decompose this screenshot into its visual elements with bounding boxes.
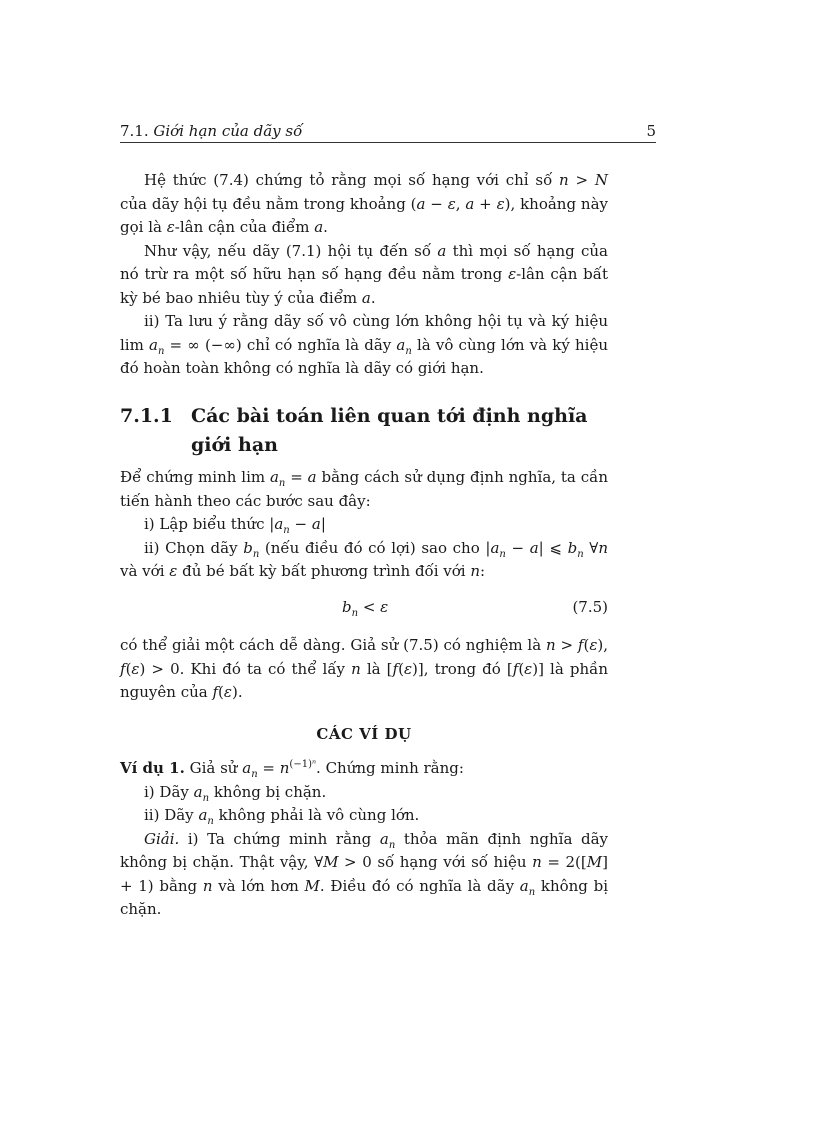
- running-header-title: [120, 122, 302, 140]
- example-item-1: i) Dãy $a_n$ không bị chặn.: [144, 782, 327, 804]
- intro-paragraphs: [120, 169, 608, 381]
- section-number: 7.1.1: [120, 405, 173, 427]
- step-2: ii) Chọn dãy $b_n$ (nếu điều đó có lợi) sao cho $|a_n - a|$ ⩽ $b_n$ ∀n và với ε đủ bé bất kỳ bất phương trình đối với n:: [120, 538, 609, 580]
- method-intro: Để chứng minh $\lim a_n = a$ bằng cách sử dụng định nghĩa, ta cần tiến hành theo các bước sau đây:: [120, 468, 608, 510]
- equation-7-5: [120, 598, 608, 622]
- method-steps: [120, 466, 608, 584]
- example-1-statement: Ví dụ 1. Giả sử $a_n = n^{(-1)^n}$. Chứng minh rằng:: [120, 759, 464, 780]
- document-page: [120, 0, 656, 1123]
- running-header: [120, 122, 656, 143]
- solution: Giải. i) Ta chứng minh rằng $a_n$ thỏa mãn định nghĩa dãy không bị chặn. Thật vậy, ∀M > 0 số hạng với số hiệu n = 2([M] + 1) bằng n và lớn hơn M. Điều đó có nghĩa là dãy $a_n$ không bị chặn.: [120, 829, 609, 918]
- paragraph-1: Hệ thức (7.4) chứng tỏ rằng mọi số hạng với chỉ số n > N của dãy hội tụ đều nằm trong khoảng (a − ε, a + ε), khoảng này gọi là ε-lân cận của điểm a.: [120, 171, 608, 236]
- example-item-2: ii) Dãy $a_n$ không phải là vô cùng lớn.: [144, 806, 420, 827]
- step-1: i) Lập biểu thức $|a_n - a|$: [144, 515, 326, 536]
- solution-label: Giải.: [144, 829, 180, 848]
- equation-body: $b_n < \varepsilon$: [342, 598, 389, 619]
- after-equation-paragraph: có thể giải một cách dễ dàng. Giả sử (7.5) có nghiệm là n > f(ε), f(ε) > 0. Khi đó ta có thể lấy n là [f(ε)], trong đó [f(ε)] là phần nguyên của f(ε).: [120, 636, 609, 701]
- page-number: 5: [646, 122, 656, 140]
- section-ref: 7.1.: [120, 122, 149, 140]
- example-1: [120, 757, 608, 922]
- chapter-title: Giới hạn của dãy số: [153, 122, 303, 140]
- section-title: Các bài toán liên quan tới định nghĩa giới hạn: [191, 405, 588, 456]
- examples-heading: CÁC VÍ DỤ: [316, 725, 412, 743]
- example-label: Ví dụ 1.: [120, 759, 185, 777]
- equation-number: (7.5): [572, 598, 608, 616]
- paragraph-3: ii) Ta lưu ý rằng dãy số vô cùng lớn không hội tụ và ký hiệu $\lim a_n$ = ∞ (−∞) chỉ có nghĩa là dãy $a_n$ là vô cùng lớn và ký hiệu đó hoàn toàn không có nghĩa là dãy có giới hạn.: [120, 312, 608, 377]
- paragraph-2: Như vậy, nếu dãy (7.1) hội tụ đến số a thì mọi số hạng của nó trừ ra một số hữu hạn số hạng đều nằm trong ε-lân cận bất kỳ bé bao nhiêu tùy ý của điểm a.: [120, 241, 608, 307]
